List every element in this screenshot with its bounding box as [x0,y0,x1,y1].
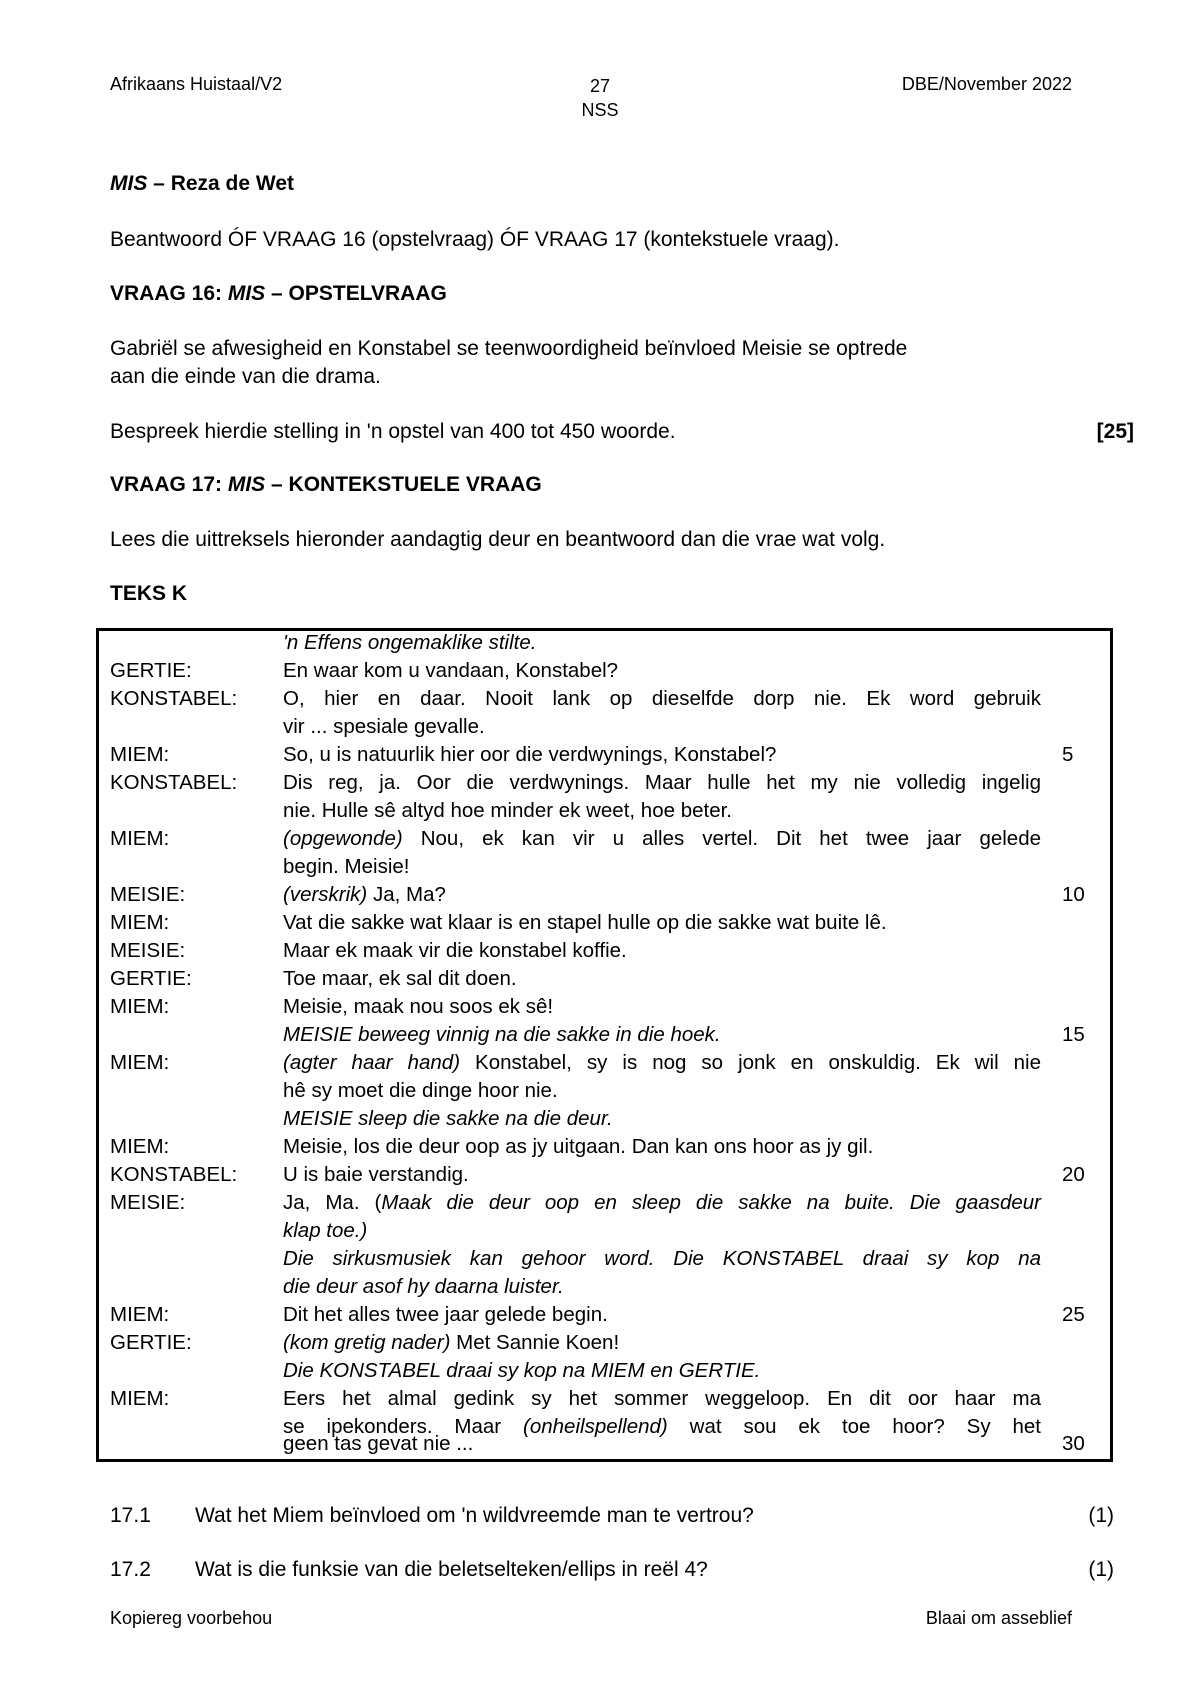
stage-direction: Die KONSTABEL draai sy kop na MIEM en GERTIE. [283,1359,761,1382]
dialogue-line: U is baie verstandig. [283,1163,469,1186]
q16-statement-line1: Gabriël se afwesigheid en Konstabel se teenwoordigheid beïnvloed Meisie se optrede [110,337,908,360]
footer-turn-page: Blaai om asseblief [925,1608,1072,1628]
section-instruction: Beantwoord ÓF VRAAG 16 (opstelvraag) ÓF VRAAG 17 (kontekstuele vraag). [110,228,840,251]
q16-task [110,418,1134,446]
dialogue-line [283,825,1041,853]
q17-heading-suffix: – KONTEKSTUELE VRAAG [265,473,542,496]
q17-heading [110,471,1134,499]
speaker: MIEM: [110,743,170,766]
dialogue-text: Ja, Ma. ( [283,1191,382,1214]
section-title-rest: – Reza de Wet [147,172,295,195]
question-marks: (1) [1088,1558,1114,1581]
line-number: 15 [1062,1023,1085,1046]
dialogue-line: Eers het almal gedink sy het sommer weggeloop. En dit oor haar ma [283,1387,1041,1410]
stage-direction: die deur asof hy daarna luister. [283,1275,564,1298]
speaker: MIEM: [110,911,170,934]
speaker: MEISIE: [110,883,186,906]
speaker: MEISIE: [110,1191,186,1214]
q16-heading [110,280,1134,308]
line-number: 5 [1062,743,1074,766]
q16-statement [110,335,1134,391]
q17-instruction: Lees die uittreksels hieronder aandagtig deur en beantwoord dan die vrae wat volg. [110,528,886,551]
speaker: MIEM: [110,1051,170,1074]
q16-task-text: Bespreek hierdie stelling in 'n opstel van 400 tot 450 woorde. [110,420,676,443]
section-title [110,170,1134,198]
line-number: 10 [1062,883,1085,906]
q16-marks: [25] [1096,420,1134,443]
stage-direction: MEISIE beweeg vinnig na die sakke in die hoek. [283,1023,721,1046]
dialogue-line [283,881,1041,909]
stage-direction: (onheilspellend) [523,1415,668,1438]
speaker: GERTIE: [110,1331,192,1354]
dialogue-text: Konstabel, sy is nog so jonk en onskuldig. Ek wil nie [460,1051,1041,1074]
speaker: MEISIE: [110,939,186,962]
header-nss: NSS [581,100,619,120]
q16-statement-line2: aan die einde van die drama. [110,365,381,388]
question-text: Wat is die funksie van die beletselteken/ellips in reël 4? [195,1558,708,1581]
speaker: MIEM: [110,1303,170,1326]
dialogue-text: Nou, ek kan vir u alles vertel. Dit het twee jaar gelede [402,827,1041,850]
q17-heading-italic: MIS [227,473,266,496]
question-marks: (1) [1088,1504,1114,1527]
header-subject: Afrikaans Huistaal/V2 [110,74,283,94]
dialogue-text: Met Sannie Koen! [450,1331,620,1354]
dialogue-line: Dit het alles twee jaar gelede begin. [283,1303,608,1326]
q16-heading-italic: MIS [227,282,266,305]
dialogue-line: vir ... spesiale gevalle. [283,715,485,738]
dialogue-text: se ipekonders. Maar [283,1415,524,1438]
speaker: GERTIE: [110,967,192,990]
section-title-italic: MIS [110,172,148,195]
stage-direction: (verskrik) [283,883,368,906]
dialogue-line: nie. Hulle sê altyd hoe minder ek weet, hoe beter. [283,799,732,822]
stage-direction: MEISIE sleep die sakke na die deur. [283,1107,613,1130]
question-number: 17.1 [110,1504,151,1527]
speaker: MIEM: [110,995,170,1018]
dialogue-line: Maar ek maak vir die konstabel koffie. [283,939,627,962]
dialogue-text: wat sou ek toe hoor? Sy het [667,1415,1041,1438]
speaker: MIEM: [110,827,170,850]
speaker: KONSTABEL: [110,771,238,794]
page-number: 27 [589,76,611,96]
stage-direction: (opgewonde) [283,827,403,850]
dialogue-line: O, hier en daar. Nooit lank op dieselfde dorp nie. Ek word gebruik [283,687,1041,710]
q16-heading-prefix: VRAAG 16: [110,282,228,305]
dialogue-line: En waar kom u vandaan, Konstabel? [283,659,619,682]
dialogue-line: Dis reg, ja. Oor die verdwynings. Maar hulle het my nie volledig ingelig [283,771,1041,794]
stage-direction: Maak die deur oop en sleep die sakke na buite. Die gaasdeur [381,1191,1041,1214]
stage-direction: 'n Effens ongemaklike stilte. [283,631,537,654]
header-exam: DBE/November 2022 [901,74,1072,94]
speaker: GERTIE: [110,659,192,682]
dialogue-line: hê sy moet die dinge hoor nie. [283,1079,558,1102]
dialogue-line: So, u is natuurlik hier oor die verdwynings, Konstabel? [283,743,777,766]
question-text: Wat het Miem beïnvloed om 'n wildvreemde man te vertrou? [195,1504,754,1527]
stage-direction: klap toe.) [283,1219,368,1242]
dialogue-text: Ja, Ma? [367,883,446,906]
footer-copyright: Kopiereg voorbehou [110,1608,273,1628]
dialogue-line: Meisie, maak nou soos ek sê! [283,995,554,1018]
line-number: 30 [1062,1432,1085,1455]
speaker: KONSTABEL: [110,687,238,710]
text-label: TEKS K [110,582,188,605]
dialogue-line [283,1049,1041,1077]
q17-heading-prefix: VRAAG 17: [110,473,228,496]
speaker: MIEM: [110,1387,170,1410]
question-number: 17.2 [110,1558,151,1581]
dialogue-line [283,1329,1041,1357]
dialogue-line: Meisie, los die deur oop as jy uitgaan. Dan kan ons hoor as jy gil. [283,1135,874,1158]
stage-direction: (kom gretig nader) [283,1331,451,1354]
dialogue-line: geen tas gevat nie ... [283,1432,474,1455]
line-number: 20 [1062,1163,1085,1186]
speaker: MIEM: [110,1135,170,1158]
dialogue-line: begin. Meisie! [283,855,410,878]
dialogue-line: Vat die sakke wat klaar is en stapel hulle op die sakke wat buite lê. [283,911,887,934]
line-number: 25 [1062,1303,1085,1326]
speaker: KONSTABEL: [110,1163,238,1186]
q16-heading-suffix: – OPSTELVRAAG [265,282,447,305]
stage-direction: (agter haar hand) [283,1051,461,1074]
dialogue-line [283,1189,1041,1217]
dialogue-line: Toe maar, ek sal dit doen. [283,967,517,990]
stage-direction: Die sirkusmusiek kan gehoor word. Die KONSTABEL draai sy kop na [283,1247,1041,1270]
